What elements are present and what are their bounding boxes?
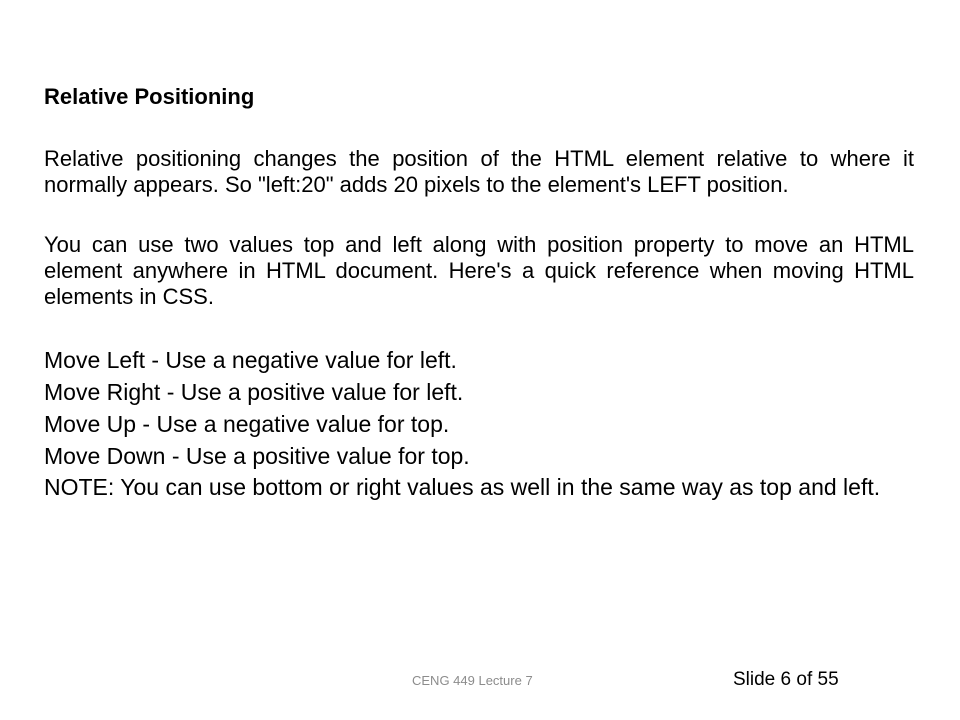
slide-content — [44, 82, 914, 502]
footer-course-label: CENG 449 Lecture 7 — [412, 673, 533, 688]
reference-list — [44, 344, 914, 472]
paragraph-relative-positioning: Relative positioning changes the position of the HTML element relative to where it normally appears. So "left:20" adds 20 pixels to the element's LEFT position. — [44, 146, 914, 197]
reference-item-move-down: Move Down - Use a positive value for top. — [44, 443, 470, 469]
slide-number: Slide 6 of 55 — [733, 669, 839, 690]
reference-item-move-right: Move Right - Use a positive value for left. — [44, 379, 464, 405]
slide-heading: Relative Positioning — [44, 84, 255, 109]
paragraph-two-values: You can use two values top and left along with position property to move an HTML element anywhere in HTML document. Here's a quick reference when moving HTML elements in CSS. — [44, 232, 914, 309]
reference-item-move-up: Move Up - Use a negative value for top. — [44, 411, 450, 437]
reference-item-move-left: Move Left - Use a negative value for left. — [44, 347, 457, 373]
note-text: NOTE: You can use bottom or right values as well in the same way as top and left. — [44, 474, 881, 500]
